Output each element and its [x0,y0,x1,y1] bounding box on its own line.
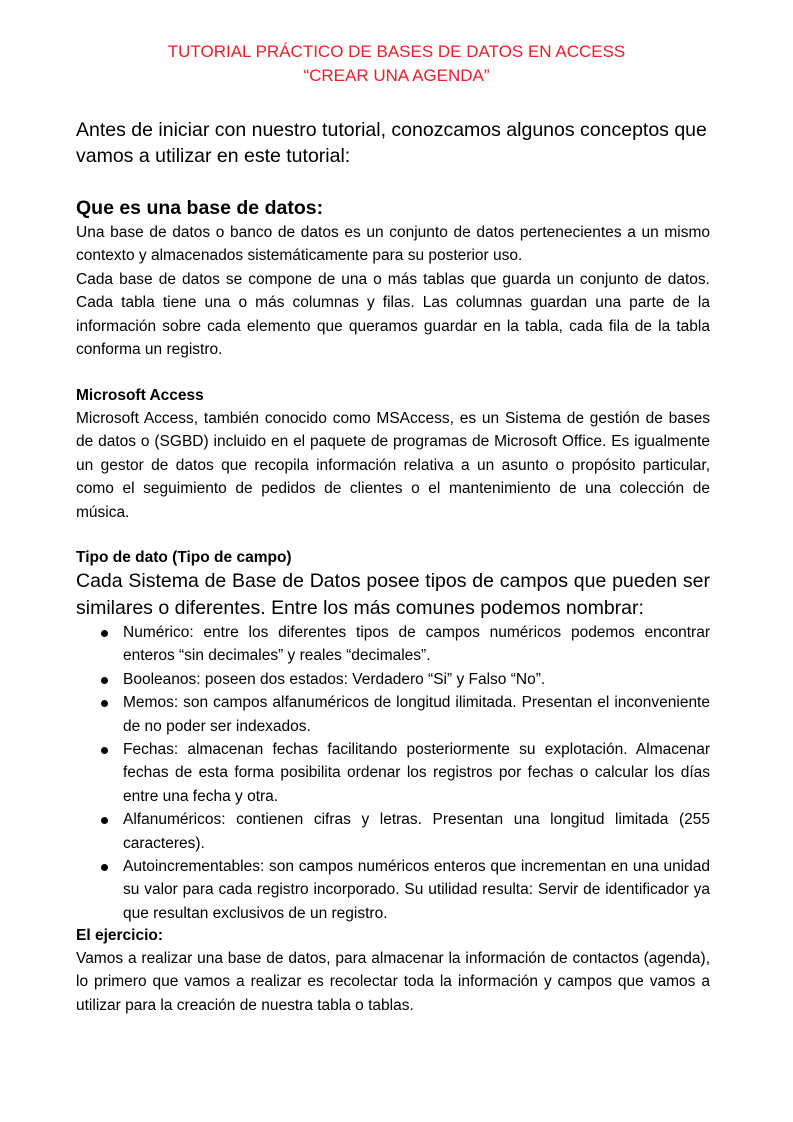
list-item-text: Numérico: entre los diferentes tipos de campos numéricos podemos encontrar enteros “sin decimales” y reales “decimales”. [123,624,710,665]
list-item [76,808,710,855]
data-types-lead-paragraph: Cada Sistema de Base de Datos posee tipos de campos que pueden ser similares o diferentes. Entre los más comunes podemos nombrar: [76,570,710,619]
database-definition-paragraph [76,221,710,361]
database-paragraph-1: Una base de datos o banco de datos es un conjunto de datos pertenecientes a un mismo contexto y almacenados sistemáticamente para su posterior uso. [76,224,710,265]
list-item [76,855,710,925]
list-item-text: Booleanos: poseen dos estados: Verdadero “Si” y Falso “No”. [123,670,546,688]
bullet-icon [101,700,108,707]
document-title-line-2: “CREAR UNA AGENDA” [303,66,490,85]
list-item-text: Memos: son campos alfanuméricos de longitud ilimitada. Presentan el inconveniente de no poder ser indexados. [123,694,710,735]
database-paragraph-2: Cada base de datos se compone de una o más tablas que guarda un conjunto de datos. Cada tabla tiene una o más columnas y filas. Las columnas guardan una parte de la información sobre cada elemento que queramos guardar en la tabla, cada fila de la tabla conforma un registro. [76,270,710,359]
bullet-icon [101,864,108,871]
intro-paragraph: Antes de iniciar con nuestro tutorial, conozcamos algunos conceptos que vamos a utilizar en este tutorial: [76,119,707,167]
heading-data-type: Tipo de dato (Tipo de campo) [76,549,292,566]
bullet-icon [101,630,108,637]
document-title-line-1: TUTORIAL PRÁCTICO DE BASES DE DATOS EN ACCESS [167,42,626,61]
exercise-paragraph-text: Vamos a realizar una base de datos, para almacenar la información de contactos (agenda), lo primero que vamos a realizar es recolectar toda la información y campos que vamos a utilizar para la creación de nuestra tabla o tablas. [76,950,710,1014]
data-types-list [76,621,710,925]
access-paragraph-text: Microsoft Access, también conocido como MSAccess, es un Sistema de gestión de bases de datos o (SGBD) incluido en el paquete de programas de Microsoft Office. Es igualmente un gestor de datos que recopila información relativa a un asunto o propósito particular, como el seguimiento de pedidos de clientes o el mantenimiento de una colección de música. [76,410,710,521]
list-item [76,621,710,668]
bullet-icon [101,747,108,754]
list-item-text: Alfanuméricos: contienen cifras y letras. Presentan una longitud limitada (255 caracteres). [123,811,710,852]
bullet-icon [101,677,108,684]
list-item [76,738,710,808]
list-item [76,691,710,738]
access-paragraph [76,407,710,524]
heading-database: Que es una base de datos: [76,197,324,219]
list-item [76,668,710,691]
bullet-icon [101,817,108,824]
list-item-text: Autoincrementables: son campos numéricos enteros que incrementan en una unidad su valor para cada registro incorporado. Su utilidad resulta: Servir de identificador ya que resultan exclusivos de un registro. [123,858,710,922]
exercise-paragraph [76,947,710,1017]
heading-microsoft-access: Microsoft Access [76,387,204,404]
heading-exercise: El ejercicio: [76,927,164,944]
list-item-text: Fechas: almacenan fechas facilitando posteriormente su explotación. Almacenar fechas de esta forma posibilita ordenar los registros por fechas o calcular los días entre una fecha y otra. [123,741,710,805]
